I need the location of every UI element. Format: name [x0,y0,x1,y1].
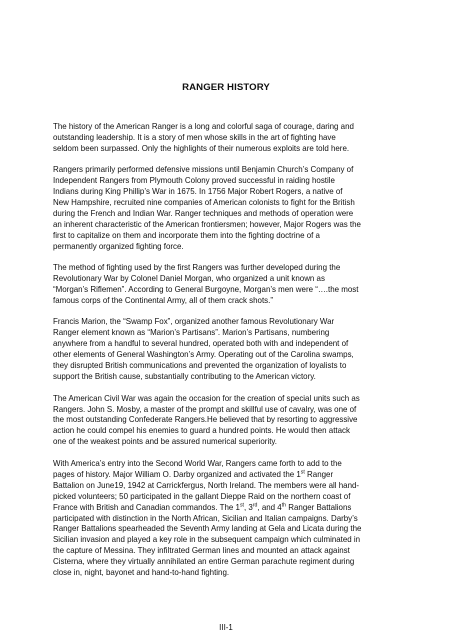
text-line: Rangers primarily performed defensive missions until Benjamin Church’s Company of [53,165,354,175]
text-line: the capture of Messina. They infiltrated German lines and mounted an attack against [53,546,350,556]
text-line: the most outstanding Confederate Rangers.He believed that by resorting to aggressive [53,415,358,425]
text-line: Sicilian invasion and played a key role in the subsequent campaign which culminated in [53,535,361,545]
text-line: anywhere from a handful to several hundred, operated both with and independent of [53,339,349,349]
text-line: they disrupted British communications and prevented the organization of loyalists to [53,361,347,371]
paragraph-revolutionary-war [53,263,403,307]
text-line: permanently organized fighting force. [53,241,184,251]
text-line: one of the weakest points and be assured numerical superiority. [53,437,277,447]
text-line: seldom been surpassed. Only the highlights of their numerous exploits are told here. [53,143,350,153]
text-line: Indians during King Phillip’s War in 1675. In 1756 Major Robert Rogers, a native of [53,187,343,197]
text-line: support the British cause, substantially contributing to the American victory. [53,372,316,382]
document-body [53,122,403,590]
text-line: Ranger element known as “Marion’s Partisans”. Marion’s Partisans, numbering [53,328,330,338]
text-line: The history of the American Ranger is a long and colorful saga of courage, daring and [53,122,354,131]
page-title: RANGER HISTORY [182,82,270,93]
text-line: close in, night, bayonet and hand-to-hand fighting. [53,568,230,578]
paragraph-early-rangers [53,165,403,253]
text-line [53,470,403,481]
text-line: Battalion on June19, 1942 at Carrickfergus, North Ireland. The members were all hand- [53,480,360,490]
paragraph-world-war-two [53,459,403,579]
text-line: Francis Marion, the “Swamp Fox”, organized another famous Revolutionary War [53,317,335,327]
text-segment: pages of history. Major William O. Darby organized and activated the 1 [53,469,301,479]
text-line: picked volunteers; 50 participated in the gallant Dieppe Raid on the northern coast of [53,491,351,501]
text-line: The American Civil War was again the occasion for the creation of special units such as [53,393,360,403]
text-line: outstanding leadership. It is a story of men whose skills in the art of fighting have [53,132,336,142]
paragraph-civil-war [53,394,403,449]
text-line: New Hampshire, recruited nine companies of American colonists to fight for the British [53,198,355,208]
text-line: action he could compel his enemies to guard a hundred points. He would then attack [53,426,350,436]
text-line [53,503,403,514]
text-line: an inherent characteristic of the American frontiersmen; however, Major Rogers was the [53,220,361,230]
text-line: first to capitalize on them and incorporate them into the fighting doctrine of a [53,230,320,240]
paragraph-francis-marion [53,317,403,383]
ordinal-suffix: rd [252,501,258,508]
ordinal-suffix: st [300,469,305,476]
text-line: other elements of General Washington’s Army. Operating out of the Carolina swamps, [53,350,354,360]
text-line: famous corps of the Continental Army, all of them crack shots.” [53,296,273,306]
text-segment: France with British and Canadian commandos. The 1 [53,502,240,512]
ordinal-suffix: st [239,501,244,508]
text-line: With America’s entry into the Second World War, Rangers came forth to add to the [53,458,342,468]
text-line: “Morgan’s Riflemen”. According to General Burgoyne, Morgan’s men were “….the most [53,285,359,295]
ordinal-suffix: th [281,501,287,508]
text-line: Independent Rangers from Plymouth Colony proved successful in raiding hostile [53,176,335,186]
text-line: participated with distinction in the North African, Sicilian and Italian campaigns. Darby’s [53,513,358,523]
paragraph-introduction [53,122,403,155]
text-segment: , and 4 [257,502,282,512]
text-line: during the French and Indian War. Ranger techniques and methods of operation were [53,209,354,219]
text-line: Cisterna, where they virtually annihilated an entire German parachute regiment during [53,557,355,567]
text-line: Ranger Battalions spearheaded the Seventh Army landing at Gela and Licata during the [53,524,362,534]
text-line: Revolutionary War by Colonel Daniel Morgan, who organized a unit known as [53,274,325,284]
text-segment: Ranger [304,469,334,479]
text-line: Rangers. John S. Mosby, a master of the prompt and skillful use of cavalry, was one of [53,404,357,414]
page-number: III-1 [219,623,233,632]
text-segment: Ranger Battalions [286,502,352,512]
text-segment: , 3 [243,502,253,512]
text-line: The method of fighting used by the first Rangers was further developed during the [53,263,341,273]
